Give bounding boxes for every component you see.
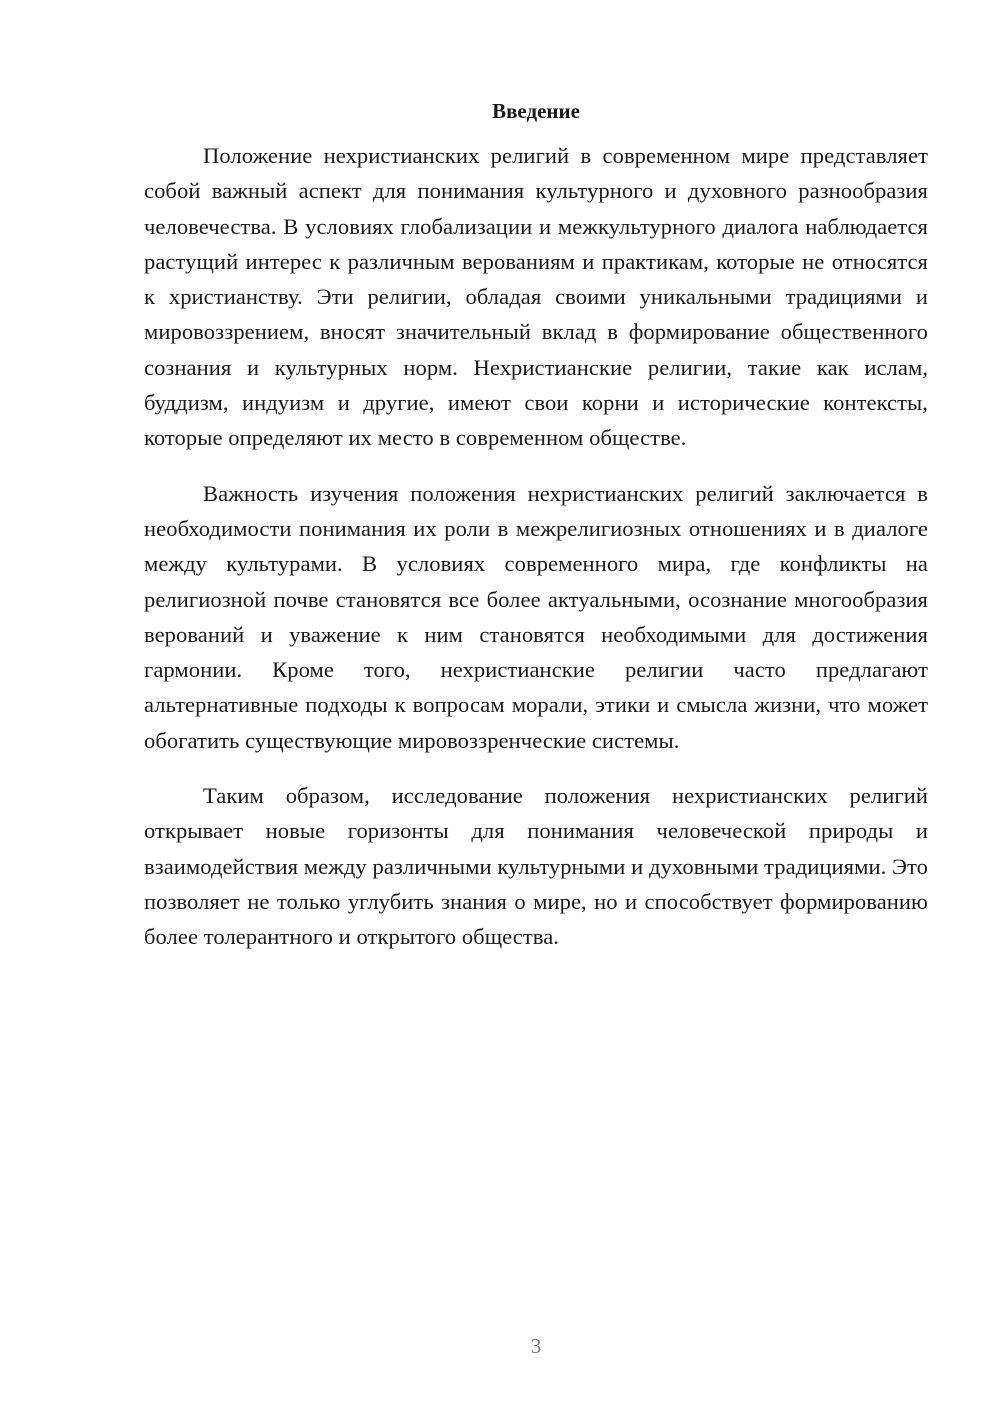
- section-title: Введение: [492, 99, 580, 123]
- page-number: 3: [530, 1334, 542, 1358]
- paragraph-2: Важность изучения положения нехристианских религий заключается в необходимости понимания их роли в межрелигиозных отношениях и в диалоге между культурами. В условиях современного мира, где конфликты на религиозной почве становятся все более актуальными, осознание многообразия верований и уважение к ним становятся необходимыми для достижения гармонии. Кроме того, нехристианские религии часто предлагают альтернативные подходы к вопросам морали, этики и смысла жизни, что может обогатить существующие мировоззренческие системы.: [144, 480, 928, 753]
- paragraph-1: Положение нехристианских религий в современном мире представляет собой важный аспект для понимания культурного и духовного разнообразия человечества. В условиях глобализации и межкультурного диалога наблюдается растущий интерес к различным верованиям и практикам, которые не относятся к христианству. Эти религии, обладая своими уникальными традициями и мировоззрением, вносят значительный вклад в формирование общественного сознания и культурных норм. Нехристианские религии, такие как ислам, буддизм, индуизм и другие, имеют свои корни и исторические контексты, которые определяют их место в современном обществе.: [144, 143, 928, 451]
- paragraph-3: Таким образом, исследование положения нехристианских религий открывает новые горизонты для понимания человеческой природы и взаимодействия между различными культурными и духовными традициями. Это позволяет не только углубить знания о мире, но и способствует формированию более толерантного и открытого общества.: [144, 783, 928, 950]
- page-content: [144, 96, 928, 955]
